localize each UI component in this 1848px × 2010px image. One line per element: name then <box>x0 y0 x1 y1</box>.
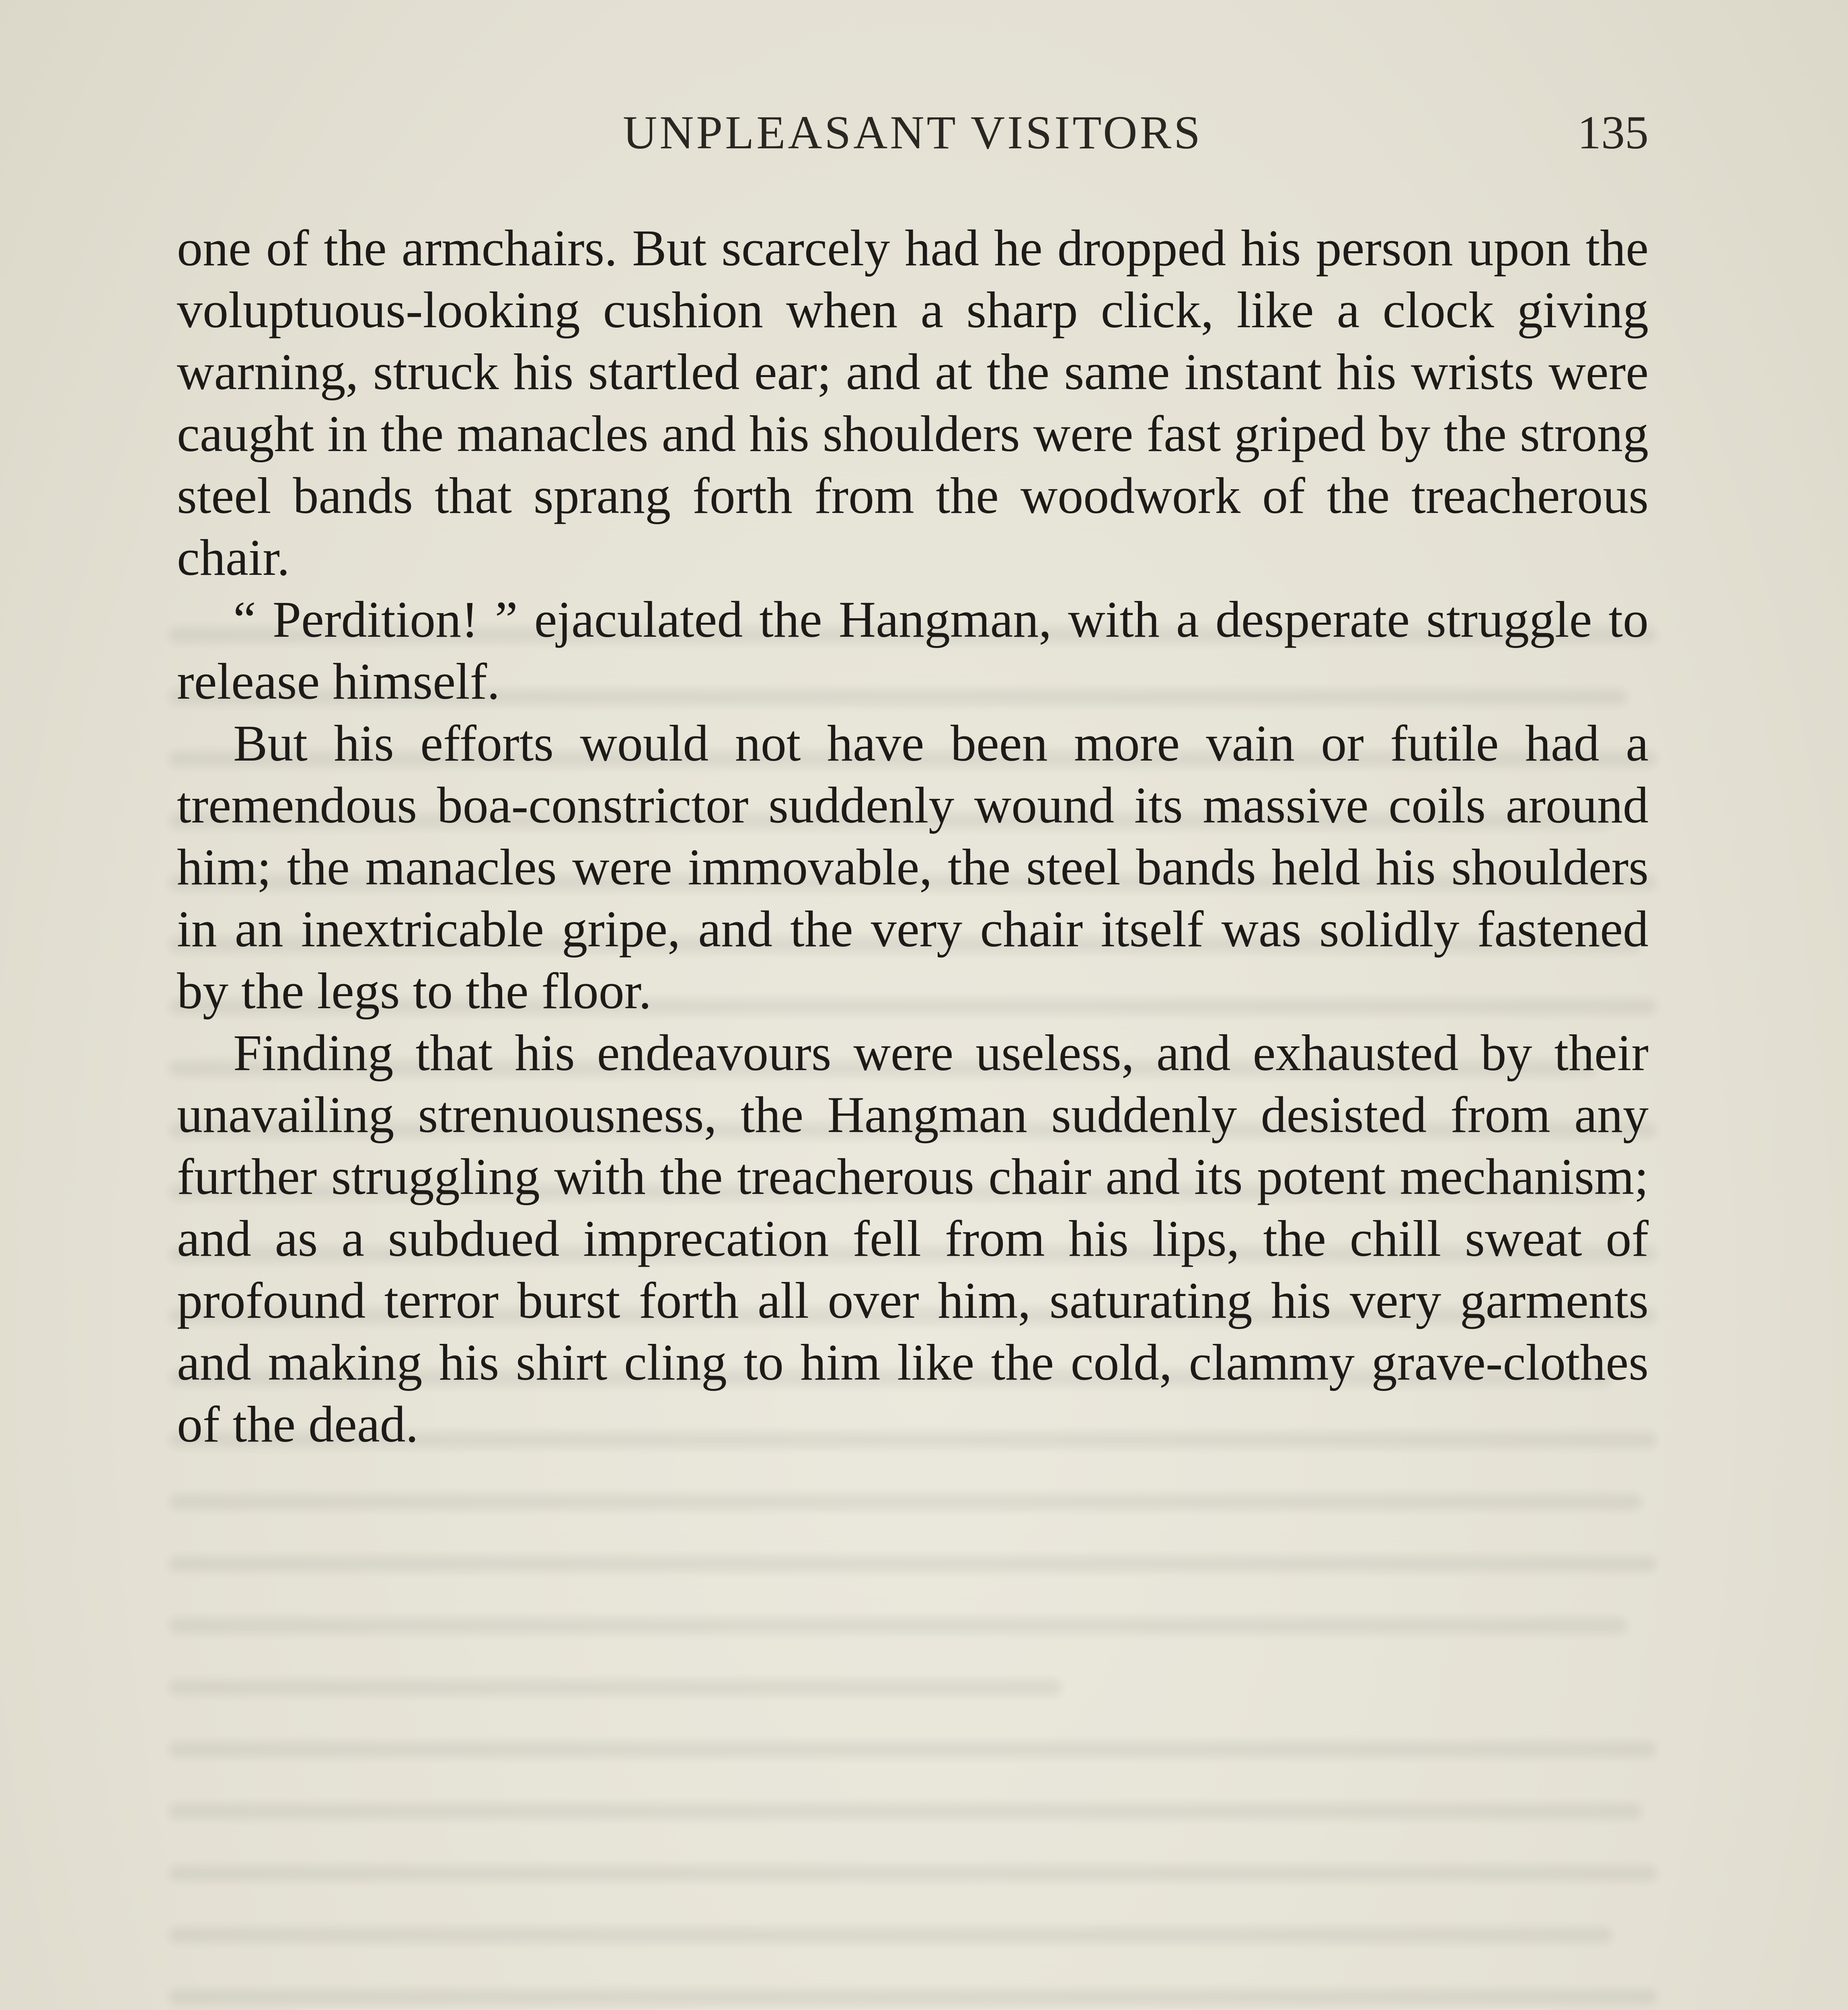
paragraph: But his efforts would not have been more vain or futile had a tremendous boa-constrictor suddenly wound its massive coils around him; the manacles were immovable, the steel bands held his shoulders in an inextricable gripe, and the very chair itself was solidly fastened by the legs to the floor. <box>177 715 1649 1019</box>
paragraph: one of the armchairs. But scarcely had he dropped his person upon the voluptuous-looking cushion when a sharp click, like a clock giving warning, struck his startled ear; and at the same instant his wrists were caught in the manacles and his shoulders were fast griped by the strong steel bands that sprang forth from the woodwork of the treacherous chair. <box>177 219 1649 586</box>
page-number: 135 <box>1577 106 1649 159</box>
paragraph: “ Perdition! ” ejaculated the Hangman, with a desperate struggle to release himself. <box>177 591 1649 710</box>
body-text <box>177 217 1649 1455</box>
running-head: UNPLEASANT VISITORS <box>623 106 1203 159</box>
page-header <box>177 105 1649 170</box>
paragraph: Finding that his endeavours were useless, and exhausted by their unavailing strenuousness, the Hangman suddenly desisted from any further struggling with the treacherous chair and its potent mechanism; and as a subdued imprecation fell from his lips, the chill sweat of profound terror burst forth all over him, saturating his very garments and making his shirt cling to him like the cold, clammy grave-clothes of the dead. <box>177 1024 1649 1453</box>
